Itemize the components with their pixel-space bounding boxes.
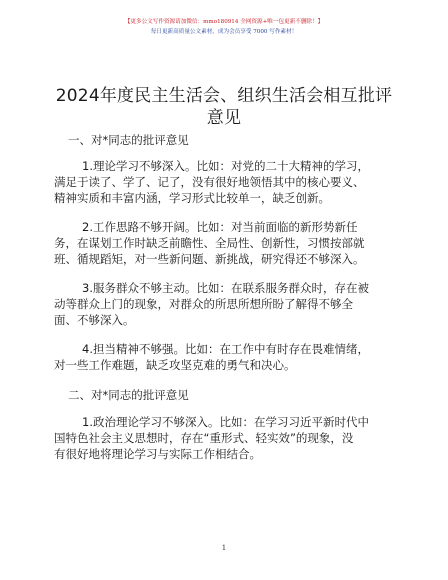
paragraph-5 [54,414,369,462]
promo-line-wechat: 【更多公文写作资源请加微信：mmo180914 全网资源+唯一包更新不删除！】 [124,19,324,25]
paragraph-4 [54,341,369,373]
paragraph-line: 2.工作思路不够开阔。比如：对当前面临的新形势新任 [82,220,358,234]
paragraph-3 [54,280,369,328]
promo-line-membership: 每日更新高质量公文素材，成为会员享受 7000 写作素材！ [150,29,298,35]
paragraph-line: 有很好地将理论学习与实际工作相结合。 [54,447,261,461]
document-title: 2024年度民主生活会、组织生活会相互批评意见 [55,86,393,128]
paragraph-line: 务，在谋划工作时缺乏前瞻性、全局性、创新性，习惯按部就 [54,236,365,250]
paragraph-line: 国特色社会主义思想时，存在“重形式、轻实效”的现象，没 [54,431,354,445]
section-heading-1: 一、对*同志的批评意见 [68,133,189,147]
page-number: 1 [221,544,227,552]
paragraph-line: 3.服务群众不够主动。比如：在联系服务群众时，存在被 [82,281,369,295]
paragraph-line: 满足于读了、学了、记了，没有很好地领悟其中的核心要义、 [54,175,365,189]
paragraph-line: 4.担当精神不够强。比如：在工作中有时存在畏难情绪， [82,342,369,356]
paragraph-line: 动等群众上门的现象，对群众的所思所想所盼了解得不够全 [54,297,353,311]
paragraph-line: 精神实质和丰富内涵，学习形式比较单一，缺乏创新。 [54,191,330,205]
paragraph-line: 班、循规蹈矩，对一些新问题、新挑战，研究得还不够深入。 [54,252,365,266]
paragraph-2 [54,219,365,267]
paragraph-line: 1.理论学习不够深入。比如：对党的二十大精神的学习， [82,159,369,173]
paragraph-line: 对一些工作难题，缺乏攻坚克难的勇气和决心。 [54,358,296,372]
paragraph-line: 面、不够深入。 [54,313,135,327]
promo-banner [0,17,448,37]
section-heading-2: 二、对*同志的批评意见 [68,388,189,402]
paragraph-1 [54,158,369,206]
paragraph-line: 1.政治理论学习不够深入。比如：在学习习近平新时代中 [82,415,369,429]
